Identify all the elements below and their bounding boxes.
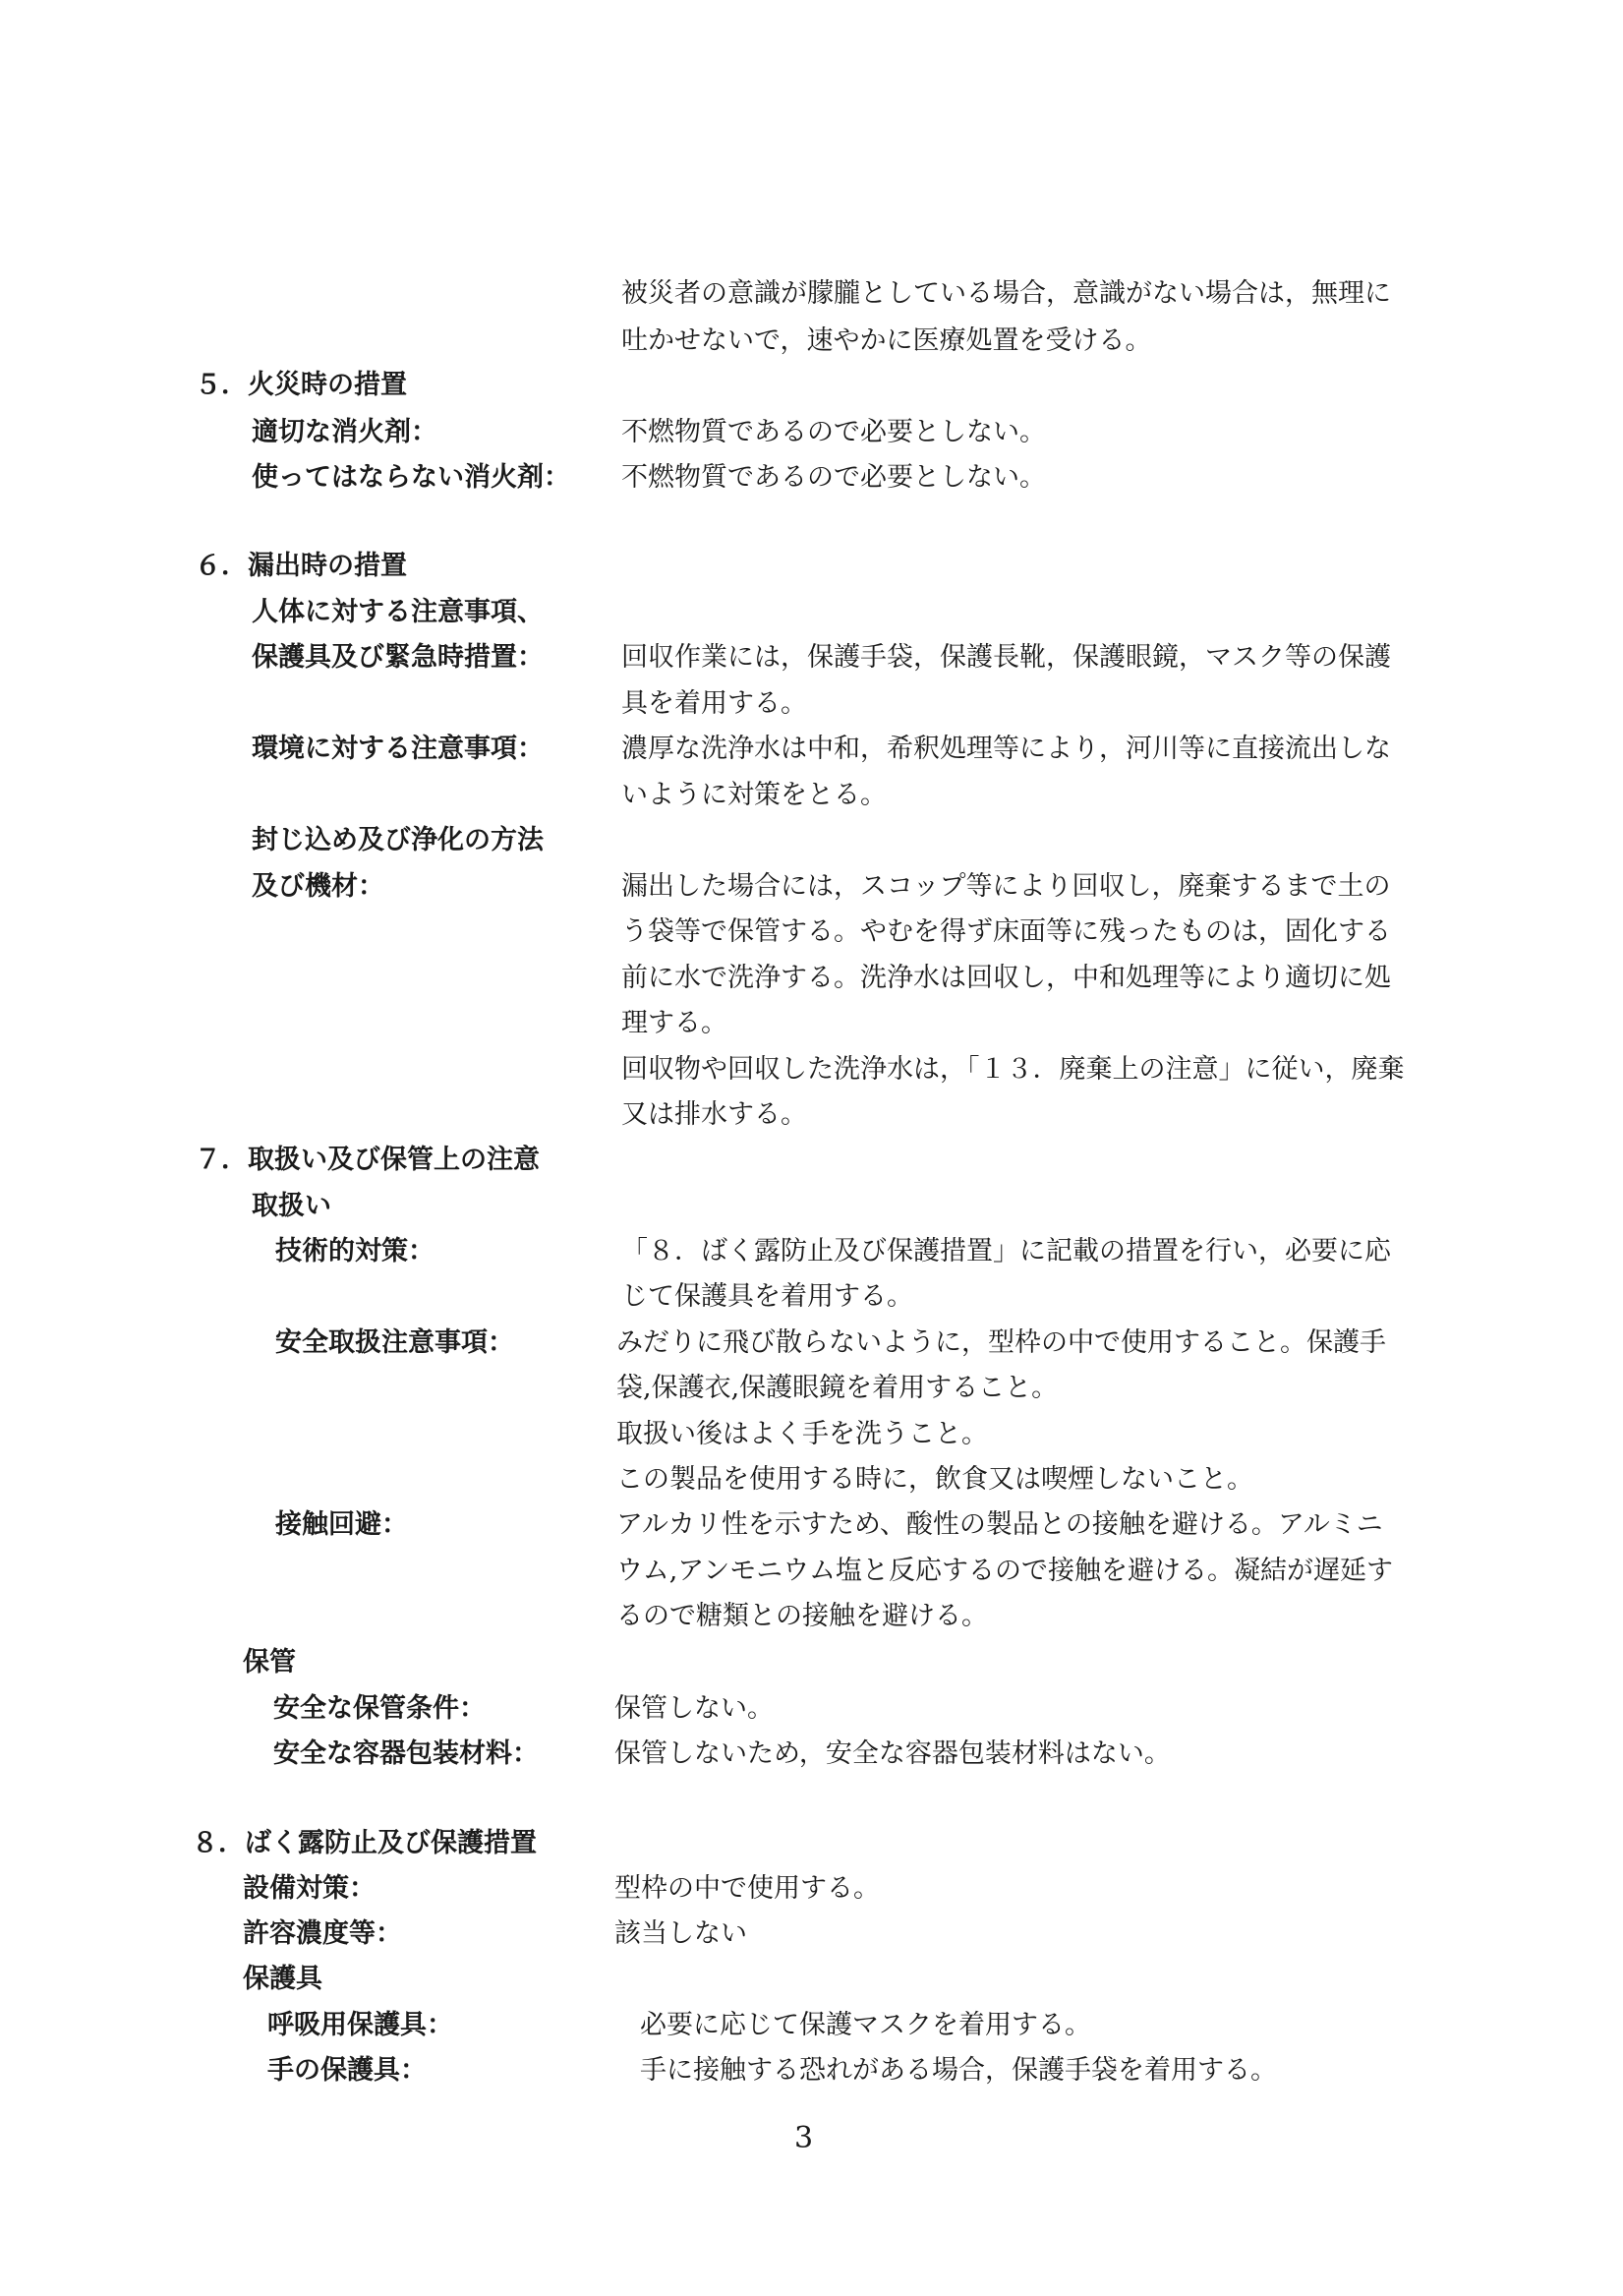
hand-protection-value: 手に接触する恐れがある場合，保護手袋を着用する。: [640, 2055, 1277, 2086]
safe-handling-label: 安全取扱注意事項：: [275, 1327, 514, 1358]
environmental-precautions-line-1: 濃厚な洗浄水は中和，希釈処理等により，河川等に直接流出しな: [621, 734, 1391, 764]
safe-handling-line-3: 取扱い後はよく手を洗うこと。: [616, 1419, 988, 1449]
personal-precautions-line-2: 具を着用する。: [621, 688, 807, 719]
extinguisher-label: 適切な消火剤：: [252, 417, 437, 447]
safe-handling-line-1: みだりに飛び散らないように，型枠の中で使用すること。保護手: [616, 1327, 1386, 1358]
handling-subheading: 取扱い: [252, 1191, 331, 1221]
personal-precautions-line-1: 回収作業には，保護手袋，保護長靴，保護眼鏡，マスク等の保護: [621, 642, 1391, 673]
personal-precautions-label-2: 保護具及び緊急時措置：: [252, 642, 544, 673]
containment-label-1: 封じ込め及び浄化の方法: [252, 825, 544, 855]
containment-label-2: 及び機材：: [252, 871, 384, 902]
contact-avoidance-line-1: アルカリ性を示すため、酸性の製品との接触を避ける。アルミニ: [616, 1509, 1383, 1540]
intro-line-2: 吐かせないで，速やかに医療処置を受ける。: [621, 325, 1152, 356]
containment-line-4: 理する。: [621, 1008, 727, 1038]
technical-measures-line-1: 「８．ばく露防止及び保護措置」に記載の措置を行い，必要に応: [621, 1236, 1391, 1266]
containment-line-2: う袋等で保管する。やむを得ず床面等に残ったものは，固化する: [621, 916, 1391, 947]
section-8-heading: ８．ばく露防止及び保護措置: [192, 1828, 537, 1858]
containment-line-5: 回収物や回収した洗浄水は，「１３．廃棄上の注意」に従い，廃棄: [621, 1054, 1405, 1085]
ppe-subheading: 保護具: [243, 1964, 322, 1994]
containment-line-1: 漏出した場合には，スコップ等により回収し，廃棄するまで土の: [621, 871, 1391, 902]
respiratory-protection-label: 呼吸用保護具：: [267, 2010, 453, 2040]
prohibited-extinguisher-label: 使ってはならない消火剤：: [252, 462, 570, 493]
safe-storage-label: 安全な保管条件：: [273, 1693, 486, 1724]
exposure-limit-label: 許容濃度等：: [243, 1918, 402, 1949]
intro-line-1: 被災者の意識が朦朧としている場合，意識がない場合は，無理に: [621, 278, 1391, 309]
extinguisher-value: 不燃物質であるので必要としない。: [621, 417, 1046, 447]
safe-handling-line-2: 袋,保護衣,保護眼鏡を着用すること。: [616, 1373, 1059, 1403]
section-6-heading: ６．漏出時の措置: [195, 551, 407, 581]
section-5-heading: ５．火災時の措置: [195, 370, 407, 400]
container-material-label: 安全な容器包装材料：: [273, 1738, 539, 1769]
equipment-measures-value: 型枠の中で使用する。: [614, 1873, 880, 1904]
containment-line-6: 又は排水する。: [621, 1099, 807, 1130]
equipment-measures-label: 設備対策：: [243, 1873, 376, 1904]
personal-precautions-label-1: 人体に対する注意事項、: [252, 597, 544, 627]
safe-storage-value: 保管しない。: [614, 1693, 774, 1724]
hand-protection-label: 手の保護具：: [267, 2055, 427, 2086]
contact-avoidance-line-2: ウム,アンモニウム塩と反応するので接触を避ける。凝結が遅延す: [616, 1556, 1393, 1586]
contact-avoidance-line-3: るので糖類との接触を避ける。: [616, 1601, 988, 1631]
respiratory-protection-value: 必要に応じて保護マスクを着用する。: [640, 2010, 1091, 2040]
container-material-value: 保管しないため，安全な容器包装材料はない。: [614, 1738, 1171, 1769]
prohibited-extinguisher-value: 不燃物質であるので必要としない。: [621, 462, 1046, 493]
environmental-precautions-line-2: いように対策をとる。: [621, 780, 887, 810]
technical-measures-label: 技術的対策：: [275, 1236, 435, 1266]
section-7-heading: ７．取扱い及び保管上の注意: [195, 1145, 540, 1175]
contact-avoidance-label: 接触回避：: [275, 1509, 408, 1540]
safe-handling-line-4: この製品を使用する時に，飲食又は喫煙しないこと。: [616, 1464, 1253, 1495]
exposure-limit-value: 該当しない: [614, 1918, 747, 1949]
environmental-precautions-label: 環境に対する注意事項：: [252, 734, 544, 764]
page-number: 3: [794, 2121, 814, 2155]
containment-line-3: 前に水で洗浄する。洗浄水は回収し，中和処理等により適切に処: [621, 963, 1391, 993]
storage-subheading: 保管: [243, 1647, 296, 1678]
technical-measures-line-2: じて保護具を着用する。: [621, 1281, 913, 1312]
